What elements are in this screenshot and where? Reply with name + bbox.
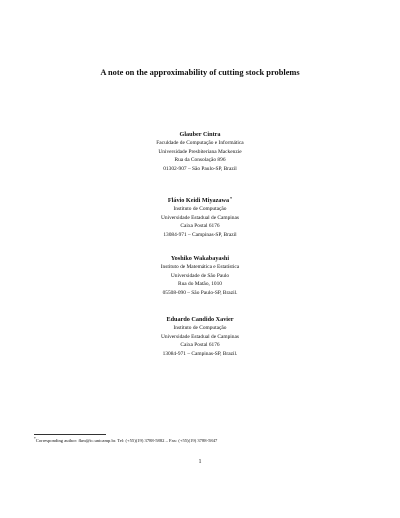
affiliation-line: Caixa Postal 6176 xyxy=(180,223,220,230)
affiliation-line: Instituto de Computação xyxy=(173,206,227,212)
affiliation-line: Universidade Estadual de Campinas xyxy=(161,333,239,340)
footnote-rule xyxy=(34,434,106,435)
author-name: Flávio Keidi Miyazawa xyxy=(167,197,230,204)
page-number: 1 xyxy=(198,459,202,465)
footnote-text: Corresponding author: fkm@ic.unicamp.br. Tel: (+55)(19) 3788-5882 – Fax: (+55)(19) 3788-5847 xyxy=(35,438,218,443)
footnote-marker: * xyxy=(34,437,36,441)
affiliation-line: Universidade Estadual de Campinas xyxy=(161,214,239,221)
affiliation-line: Instituto de Computação xyxy=(173,325,227,331)
footnote xyxy=(34,436,217,444)
author-block-wakabayashi xyxy=(0,254,400,298)
affiliation-line: Rua da Consolação 896 xyxy=(174,157,226,164)
affiliation-line: Faculdade de Computação e Informática xyxy=(156,140,244,146)
author-block-cintra xyxy=(0,130,400,174)
author-block-miyazawa xyxy=(0,194,400,240)
affiliation-line: Rua do Matão, 1010 xyxy=(177,281,223,288)
author-name: Glauber Cintra xyxy=(179,131,221,138)
affiliation-line: Instituto de Matemática e Estatística xyxy=(160,264,240,270)
paper-title: A note on the approximability of cutting stock problems xyxy=(100,68,300,77)
affiliation-line: Universidade de São Paulo xyxy=(170,272,230,279)
affiliation-line: 05508-090 – São Paulo-SP, Brazil. xyxy=(162,290,238,297)
author-name-line xyxy=(0,194,400,205)
affiliation-line: 13084-971 – Campinas-SP, Brazil. xyxy=(162,351,238,358)
affiliation-line: Caixa Postal 6176 xyxy=(180,342,220,349)
author-name: Yoshiko Wakabayashi xyxy=(170,255,230,262)
affiliation-line: 13084-971 – Campinas-SP, Brazil xyxy=(163,232,237,239)
affiliation-line: 01302-907 – São Paulo-SP, Brazil xyxy=(163,166,237,173)
author-name: Eduardo Candido Xavier xyxy=(166,316,234,323)
author-block-xavier xyxy=(0,315,400,359)
affiliation-line: Universidade Presbiteriana Mackenzie xyxy=(158,148,242,155)
corresponding-author-marker: * xyxy=(230,196,233,201)
